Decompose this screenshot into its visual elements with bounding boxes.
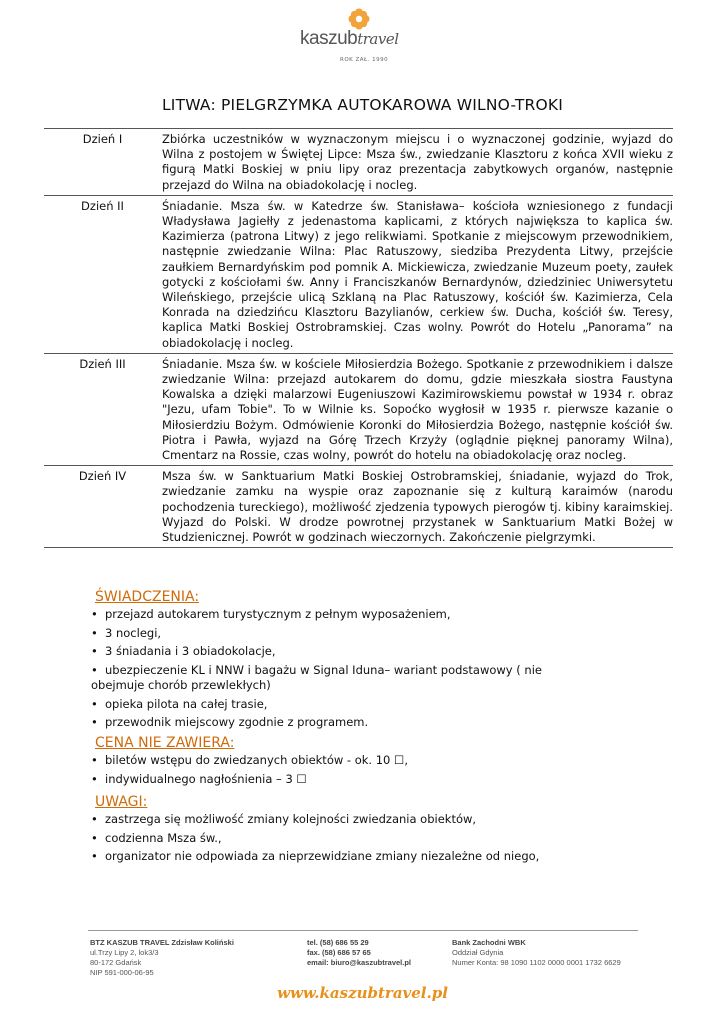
footer-company-name: BTZ KASZUB TRAVEL Zdzisław Koliński xyxy=(90,938,234,947)
footer-fax: fax. (58) 686 57 65 xyxy=(307,948,371,957)
list-item: • organizator nie odpowiada za nieprzewidziane zmiany niezależne od niego, xyxy=(91,849,540,863)
footer-company xyxy=(90,938,234,978)
table-row xyxy=(44,466,673,548)
footer-contact xyxy=(307,938,411,968)
includes-heading: ŚWIADCZENIA: xyxy=(95,589,200,605)
list-item: • przewodnik miejscowy zgodnie z programem. xyxy=(91,715,369,729)
table-row xyxy=(44,129,673,196)
list-item: • zastrzega się możliwość zmiany kolejności zwiedzania obiektów, xyxy=(91,812,477,826)
footer-branch: Oddział Gdynia xyxy=(452,948,504,957)
footer-account: Numer Konta: 98 1090 1102 0000 0001 1732 6629 xyxy=(452,958,621,967)
excludes-list xyxy=(91,753,595,787)
flower-logo-icon xyxy=(348,8,370,30)
notes-heading: UWAGI: xyxy=(95,794,148,810)
list-item: • 3 śniadania i 3 obiadokolacje, xyxy=(91,644,276,658)
list-item: • indywidualnego nagłośnienia – 3 ☐ xyxy=(91,771,307,786)
table-row xyxy=(44,353,673,465)
logo-wordmark: kaszubtravel xyxy=(300,28,399,49)
itinerary-table xyxy=(44,128,673,548)
footer-tel: tel. (58) 686 55 29 xyxy=(307,938,369,947)
list-item: • biletów wstępu do zwiedzanych obiektów - ok. 10 ☐, xyxy=(91,753,408,767)
includes-list xyxy=(91,607,595,731)
footer-nip: NIP 591-000-06-95 xyxy=(90,968,154,977)
footer-bank xyxy=(452,938,621,968)
company-logo xyxy=(300,8,430,68)
footer-city: 80-172 Gdańsk xyxy=(90,958,142,967)
page-title: LITWA: PIELGRZYMKA AUTOKAROWA WILNO-TROKI xyxy=(161,96,564,114)
footer-divider xyxy=(88,930,638,931)
day-label: Dzień II xyxy=(44,195,161,353)
day-label: Dzień I xyxy=(44,129,161,196)
logo-since: ROK ZAŁ. 1990 xyxy=(340,57,389,63)
day-description: Śniadanie. Msza św. w Katedrze św. Stanisława– kościoła wzniesionego z fundacji Władysława Jagiełły z jedenastoma kaplicami, z których największa to kaplica św. Kazimierza (patrona Litwy) z jego relikwiami. Spotkanie z miejscowym przewodnikiem, następnie zwiedzanie Wilna: Plac Ratuszowy, siedziba Prezydenta Litwy, przejście zaułkiem Bernardyńskim pod pomnik A. Mickiewicza, zwiedzanie Muzeum poety, zaułek gotycki z kościołami św. Anny i Franciszkanów Bernardynów, dziedziniec Uniwersytetu Wileńskiego, przejście ulicą Szklaną na Plac Ratuszowy, kościół św. Kazimierza, Cela Konrada na dziedzińcu Klasztoru Bazylianów, cerkiew św. Ducha, kościół św. Teresy, kaplica Matki Boskiej Ostrobramskiej. Czas wolny. Powrót do Hotelu „Panorama” na obiadokolację i nocleg. xyxy=(161,195,673,353)
day-description: Śniadanie. Msza św. w kościele Miłosierdzia Bożego. Spotkanie z przewodnikiem i dalsze zwiedzanie Wilna: przejazd autokarem do domu, gdzie mieszkała siostra Faustyna Kowalska a dzięki malarzowi Eugeniuszowi Kazimirowskiemu powstał w 1934 r. obraz "Jezu, ufam Tobie". To w Wilnie ks. Sopoćko wygłosił w 1935 r. pierwsze kazanie o Miłosierdziu Bożym. Odmówienie Koronki do Miłosierdzia Bożego, następnie kościół św. Piotra i Pawła, wyjazd na Górę Trzech Krzyży (oglądnie pięknej panoramy Wilna), Cmentarz na Rossie, czas wolny, powrót do hotelu na obiadokolację oraz nocleg. xyxy=(161,353,673,465)
includes-section xyxy=(91,589,595,734)
list-item: • opieka pilota na całej trasie, xyxy=(91,696,268,711)
list-item: • 3 noclegi, xyxy=(91,625,162,640)
notes-section xyxy=(91,794,595,868)
list-item: • przejazd autokarem turystycznym z pełnym wyposażeniem, xyxy=(91,607,451,621)
day-description: Zbiórka uczestników w wyznaczonym miejscu i o wyznaczonej godzinie, wyjazd do Wilna z postojem w Świętej Lipce: Msza św., zwiedzanie Klasztoru z końca XVII wieku z figurą Matki Boskiej w pniu lipy oraz prezentacja zabytkowych organów, następnie przejazd do Wilna na obiadokolację i nocleg. xyxy=(161,129,673,196)
excludes-section xyxy=(91,735,595,790)
notes-list xyxy=(91,812,595,865)
list-item: • ubezpieczenie KL i NNW i bagażu w Signal Iduna– wariant podstawowy ( nie obejmuje chorób przewlekłych) xyxy=(91,662,542,692)
day-label: Dzień IV xyxy=(44,466,161,548)
excludes-heading: CENA NIE ZAWIERA: xyxy=(95,735,235,751)
list-item: • codzienna Msza św., xyxy=(91,830,222,845)
table-row xyxy=(44,195,673,353)
footer-bank-name: Bank Zachodni WBK xyxy=(452,938,526,947)
day-label: Dzień III xyxy=(44,353,161,465)
footer-email: email: biuro@kaszubtravel.pl xyxy=(307,958,412,967)
footer-street: ul.Trzy Lipy 2, lok3/3 xyxy=(90,948,159,957)
day-description: Msza św. w Sanktuarium Matki Boskiej Ostrobramskiej, śniadanie, wyjazd do Trok, zwiedzanie zamku na wyspie oraz zapoznanie się z kulturą karaimów (narodu pochodzenia tureckiego), możliwość zjedzenia typowych pierogów tj. kibiny karaimskiej. Wyjazd do Polski. W drodze powrotnej przystanek w Sanktuarium Matki Bożej w Studzienicznej. Powrót w godzinach wieczornych. Zakończenie pielgrzymki. xyxy=(161,466,673,548)
website-link[interactable]: www.kaszubtravel.pl xyxy=(277,984,448,1002)
